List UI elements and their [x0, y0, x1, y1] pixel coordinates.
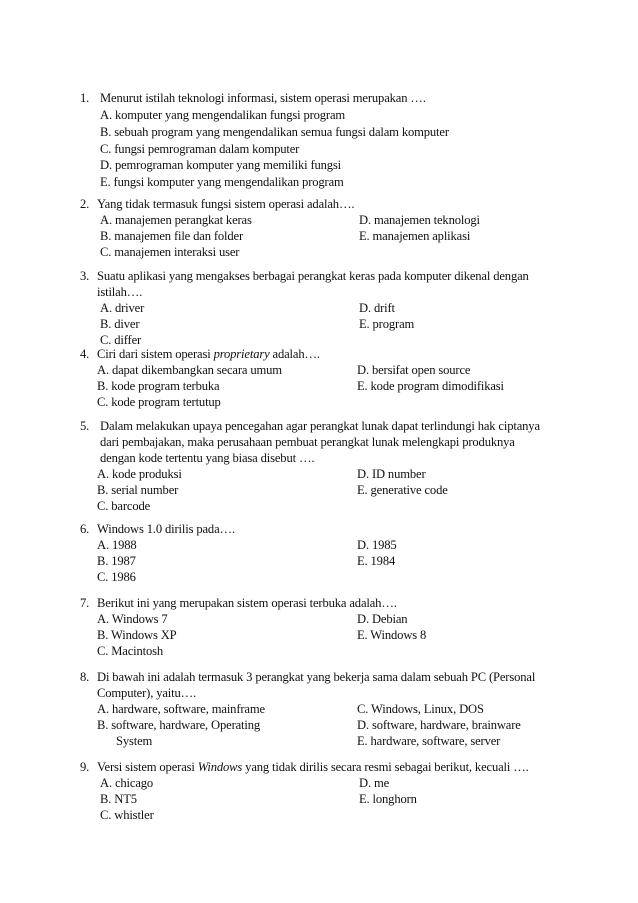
option-d: D. manajemen teknologi	[359, 213, 480, 227]
option-e: E. 1984	[357, 554, 396, 568]
option-e: E. program	[359, 317, 415, 331]
option-b: B. kode program terbuka	[97, 379, 220, 393]
question-number: 9.	[80, 760, 90, 774]
option-b: B. serial number	[97, 483, 179, 497]
question-number: 5.	[80, 419, 90, 433]
option-c: C. differ	[100, 333, 142, 347]
option-a: A. Windows 7	[97, 612, 168, 626]
option-c: C. Macintosh	[97, 644, 164, 658]
option-a: A. kode produksi	[97, 467, 182, 481]
stem-line: Yang tidak termasuk fungsi sistem operasi adalah….	[97, 197, 355, 211]
question-number: 7.	[80, 596, 90, 610]
option-d: D. drift	[359, 301, 395, 315]
question-number: 8.	[80, 670, 90, 684]
option-d: D. ID number	[357, 467, 426, 481]
stem-italic-term: Windows	[197, 760, 243, 774]
option-e: E. manajemen aplikasi	[359, 229, 471, 243]
option-b: B. software, hardware, Operating	[97, 718, 261, 732]
option-d: D. me	[359, 776, 390, 790]
option-c: C. fungsi pemrograman dalam komputer	[100, 142, 300, 156]
stem-line: Menurut istilah teknologi informasi, sistem operasi merupakan ….	[100, 91, 426, 105]
question-number: 1.	[80, 91, 90, 105]
option-a: A. driver	[100, 301, 145, 315]
option-a: A. komputer yang mengendalikan fungsi program	[100, 108, 346, 122]
question-number: 4.	[80, 347, 90, 361]
option-b: B. Windows XP	[97, 628, 177, 642]
option-c: C. manajemen interaksi user	[100, 245, 240, 259]
option-d: D. software, hardware, brainware	[357, 718, 521, 732]
stem-line: Ciri dari sistem operasi proprietary adalah….	[97, 347, 320, 361]
option-a: A. dapat dikembangkan secara umum	[97, 363, 282, 377]
stem-line: Versi sistem operasi Windows yang tidak dirilis secara resmi sebagai berikut, kecuali ….	[97, 760, 529, 774]
stem-line: Windows 1.0 dirilis pada….	[97, 522, 235, 536]
question-number: 2.	[80, 197, 90, 211]
option-c: C. barcode	[97, 499, 151, 513]
stem-line: Suatu aplikasi yang mengakses berbagai perangkat keras pada komputer dikenal dengan	[97, 269, 529, 283]
option-e: E. longhorn	[359, 792, 417, 806]
option-c: C. whistler	[100, 808, 154, 822]
option-c: C. 1986	[97, 570, 136, 584]
question-number: 6.	[80, 522, 90, 536]
option-e: E. kode program dimodifikasi	[357, 379, 504, 393]
option-e: E. generative code	[357, 483, 448, 497]
option-d: D. Debian	[357, 612, 408, 626]
option-c: C. kode program tertutup	[97, 395, 221, 409]
option-a: A. manajemen perangkat keras	[100, 213, 252, 227]
option-e: E. hardware, software, server	[357, 734, 501, 748]
stem-italic-term: proprietary	[213, 347, 270, 361]
stem-line: dari pembajakan, maka perusahaan pembuat perangkat lunak melengkapi produknya	[100, 435, 515, 449]
option-d: D. pemrograman komputer yang memiliki fungsi	[100, 158, 342, 172]
option-b: B. diver	[100, 317, 140, 331]
stem-line: dengan kode tertentu yang biasa disebut ….	[100, 451, 315, 465]
option-e: E. fungsi komputer yang mengendalikan program	[100, 175, 344, 189]
question-number: 3.	[80, 269, 90, 283]
stem-line: istilah….	[97, 285, 143, 299]
option-b: B. manajemen file dan folder	[100, 229, 244, 243]
option-d: D. bersifat open source	[357, 363, 471, 377]
option-b: B. NT5	[100, 792, 137, 806]
option-b: B. sebuah program yang mengendalikan semua fungsi dalam komputer	[100, 125, 449, 139]
option-b-continued: System	[116, 734, 153, 748]
stem-line: Di bawah ini adalah termasuk 3 perangkat yang bekerja sama dalam sebuah PC (Personal	[97, 670, 536, 684]
option-a: A. 1988	[97, 538, 137, 552]
option-c: C. Windows, Linux, DOS	[357, 702, 484, 716]
option-a: A. chicago	[100, 776, 154, 790]
stem-line: Computer), yaitu….	[97, 686, 197, 700]
option-a: A. hardware, software, mainframe	[97, 702, 265, 716]
option-d: D. 1985	[357, 538, 397, 552]
option-e: E. Windows 8	[357, 628, 427, 642]
option-b: B. 1987	[97, 554, 136, 568]
stem-line: Berikut ini yang merupakan sistem operasi terbuka adalah….	[97, 596, 397, 610]
stem-line: Dalam melakukan upaya pencegahan agar perangkat lunak dapat terlindungi hak ciptanya	[100, 419, 540, 433]
